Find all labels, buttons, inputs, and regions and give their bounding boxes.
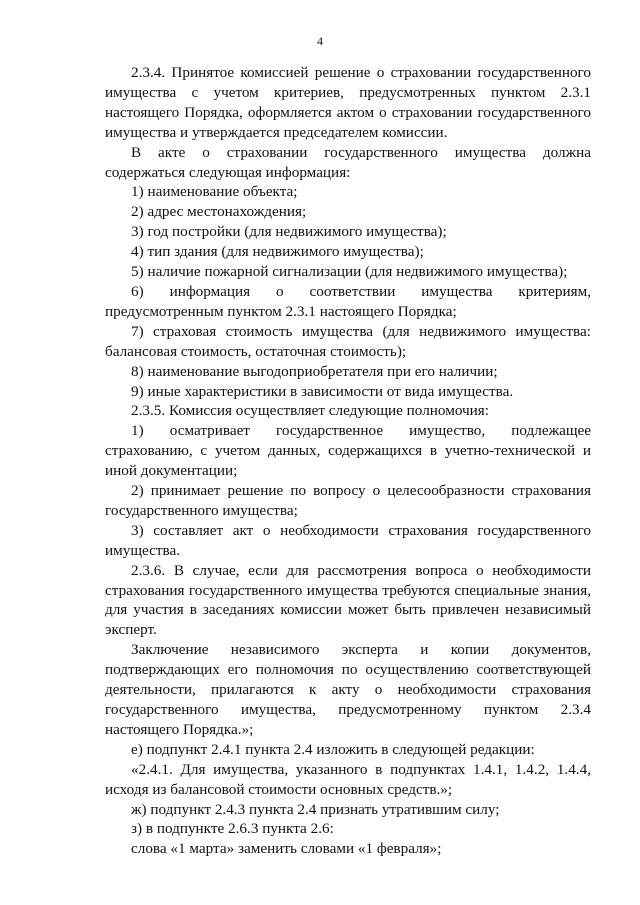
list-item-7-insured-value: 7) страховая стоимость имущества (для недвижимого имущества: балансовая стоимость, остаточная стоимость); [105,322,591,360]
amendment-zh: ж) подпункт 2.4.3 пункта 2.4 признать утратившим силу; [131,800,500,818]
paragraph-2-3-6: 2.3.6. В случае, если для рассмотрения вопроса о необходимости страхования государственного имущества требуются специальные знания, для участия в заседаниях комиссии может быть привлечен независимый эксперт. [105,561,591,639]
list-item-2-address: 2) адрес местонахождения; [131,203,307,221]
powers-item-3-act: 3) составляет акт о необходимости страхования государственного имущества. [105,521,591,559]
amendment-z-words: слова «1 марта» заменить словами «1 февраля»; [131,840,442,858]
paragraph-2-3-5: 2.3.5. Комиссия осуществляет следующие полномочия: [131,402,489,420]
list-item-5-fire-alarm: 5) наличие пожарной сигнализации (для недвижимого имущества); [131,263,568,281]
powers-item-1-inspection: 1) осматривает государственное имущество, подлежащее страхованию, с учетом данных, содержащихся в учетно-технической и иной документации; [105,422,591,480]
list-item-6-criteria-info: 6) информация о соответствии имущества критериям, предусмотренным пунктом 2.3.1 настоящего Порядка; [105,282,591,320]
list-item-9-other-characteristics: 9) иные характеристики в зависимости от вида имущества. [131,382,514,400]
list-item-1-object-name: 1) наименование объекта; [131,183,298,201]
paragraph-act-contents-intro: В акте о страховании государственного имущества должна содержаться следующая информация: [105,143,591,181]
document-body [105,63,591,859]
paragraph-expert-conclusion: Заключение независимого эксперта и копии документов, подтверждающих его полномочия по осуществлению соответствующей деятельности, прилагаются к акту о необходимости страхования государственного имущества, предусмотренному пунктом 2.3.4 настоящего Порядка.»; [105,641,591,738]
amendment-e-text-2-4-1: «2.4.1. Для имущества, указанного в подпунктах 1.4.1, 1.4.2, 1.4.4, исходя из балансовой стоимости основных средств.»; [105,760,591,798]
list-item-4-building-type: 4) тип здания (для недвижимого имущества); [131,243,424,261]
amendment-z: з) в подпункте 2.6.3 пункта 2.6: [131,820,334,838]
list-item-3-build-year: 3) год постройки (для недвижимого имущества); [131,223,447,241]
page-number: 4 [317,34,323,48]
powers-item-2-decision: 2) принимает решение по вопросу о целесообразности страхования государственного имущества; [105,482,591,519]
paragraph-2-3-4: 2.3.4. Принятое комиссией решение о страховании государственного имущества с учетом критериев, предусмотренных пунктом 2.3.1 настоящего Порядка, оформляется актом о страховании государственного имущества и утверждается председателем комиссии. [105,64,591,141]
amendment-e: е) подпункт 2.4.1 пункта 2.4 изложить в следующей редакции: [131,740,535,758]
list-item-8-beneficiary: 8) наименование выгодоприобретателя при его наличии; [131,362,498,380]
